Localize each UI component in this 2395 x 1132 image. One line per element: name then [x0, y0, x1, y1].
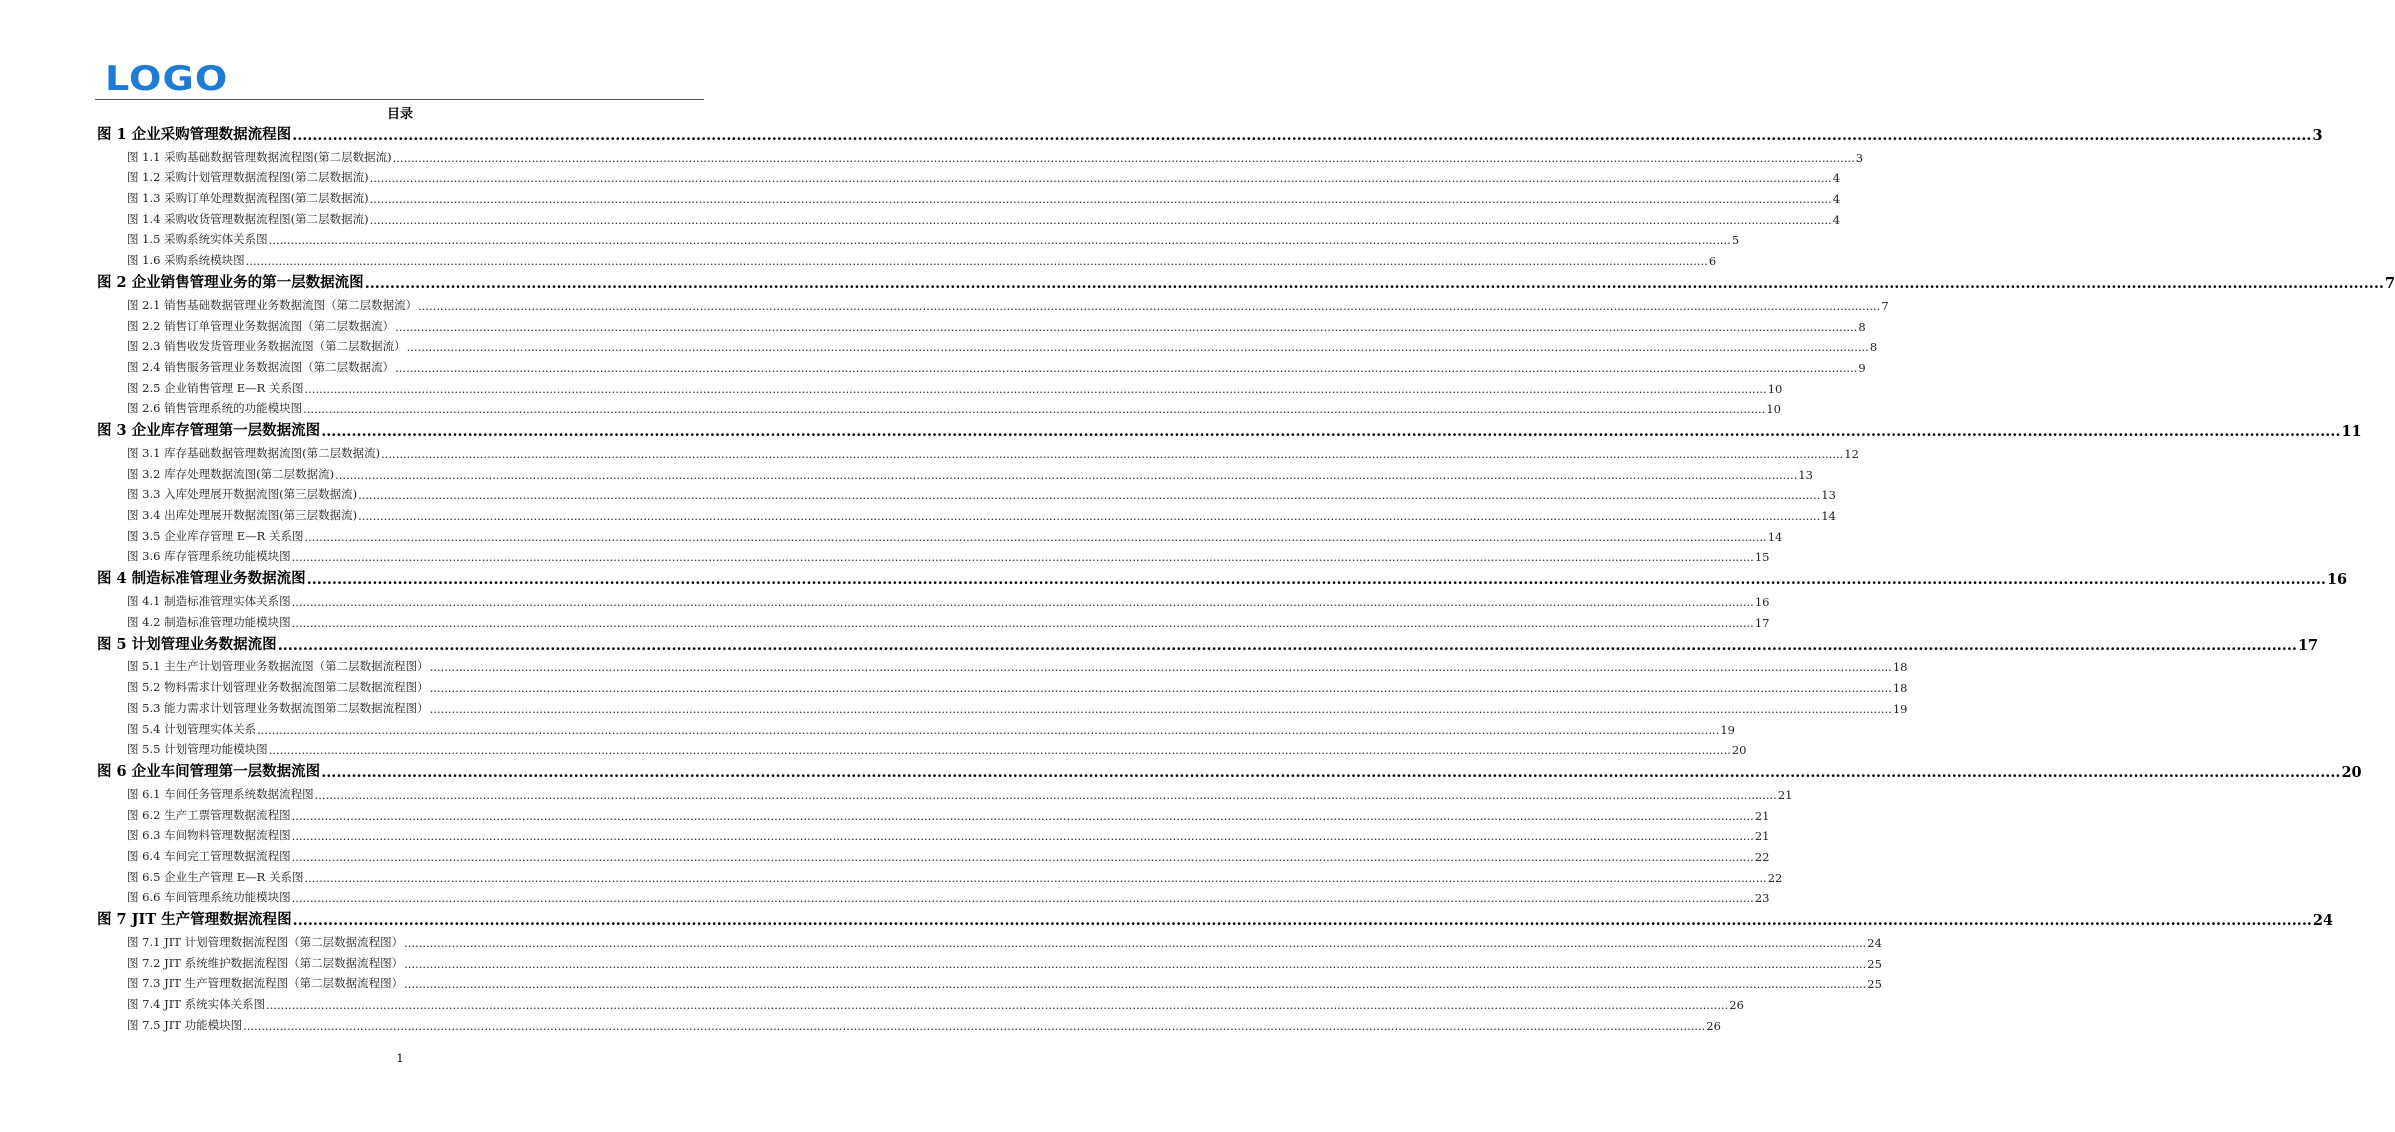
toc-leader-dots: ................................................................................................................................................................................................................................................................................................................................................................................................................ — [291, 891, 1754, 906]
toc-entry-title: 图 3.6 库存管理系统功能模块图 — [127, 549, 291, 564]
toc-leader-dots: ................................................................................................................................................................................................................................................................................................................................................................................................................ — [321, 764, 2341, 782]
toc-page-number: 4 — [1832, 212, 1841, 227]
toc-entry-title: 图 2.4 销售服务管理业务数据流图（第二层数据流） — [127, 359, 395, 374]
toc-entry-title: 图 1.5 采购系统实体关系图 — [127, 232, 268, 247]
toc-section-entry[interactable] — [97, 544, 1770, 565]
toc-page-number: 15 — [1754, 550, 1770, 565]
toc-page-number: 10 — [1767, 381, 1783, 396]
toc-chapter-entry[interactable] — [97, 630, 2319, 654]
toc-leader-dots: ................................................................................................................................................................................................................................................................................................................................................................................................................ — [304, 381, 1767, 396]
toc-leader-dots: ................................................................................................................................................................................................................................................................................................................................................................................................................ — [291, 849, 1754, 864]
toc-section-entry[interactable] — [97, 313, 1866, 334]
toc-section-entry[interactable] — [97, 929, 1882, 950]
toc-entry-title: 图 3 企业库存管理第一层数据流图 — [97, 422, 321, 440]
toc-section-entry[interactable] — [97, 523, 1783, 544]
toc-entry-title: 图 5.1 主生产计划管理业务数据流图（第二层数据流程图） — [127, 659, 429, 674]
toc-entry-title: 图 5.2 物料需求计划管理业务数据流图第二层数据流程图） — [127, 680, 429, 695]
toc-entry-title: 图 2.1 销售基础数据管理业务数据流图（第二层数据流） — [127, 297, 418, 312]
toc-page-number: 18 — [1892, 681, 1908, 696]
toc-section-entry[interactable] — [97, 440, 1859, 461]
toc-page-number: 7 — [1881, 298, 1889, 313]
toc-section-entry[interactable] — [97, 1012, 1721, 1033]
toc-leader-dots: ................................................................................................................................................................................................................................................................................................................................................................................................................ — [277, 636, 2297, 654]
toc-leader-dots: ................................................................................................................................................................................................................................................................................................................................................................................................................ — [404, 977, 1867, 992]
toc-page-number: 20 — [2341, 764, 2362, 782]
toc-section-entry[interactable] — [97, 396, 1781, 417]
toc-page-number: 12 — [1844, 446, 1859, 461]
toc-page-number: 20 — [1731, 743, 1747, 758]
toc-page-number: 3 — [2312, 127, 2323, 144]
toc-section-entry[interactable] — [97, 674, 1908, 696]
toc-page-number: 8 — [1869, 340, 1878, 355]
toc-entry-title: 图 7.5 JIT 功能模块图 — [127, 1017, 243, 1032]
toc-section-entry[interactable] — [97, 843, 1770, 864]
toc-page-number: 17 — [1754, 615, 1770, 630]
toc-chapter-entry[interactable] — [97, 757, 2362, 782]
toc-entry-title: 图 2 企业销售管理业务的第一层数据流图 — [97, 274, 364, 292]
toc-title: 目录 — [386, 107, 413, 122]
toc-entry-title: 图 1.2 采购计划管理数据流程图(第二层数据流) — [127, 170, 369, 185]
toc-leader-dots: ................................................................................................................................................................................................................................................................................................................................................................................................................ — [321, 423, 2341, 441]
toc-section-entry[interactable] — [97, 334, 1878, 355]
toc-page-number: 18 — [1892, 660, 1908, 675]
toc-page-number: 16 — [2326, 571, 2348, 589]
toc-leader-dots: ................................................................................................................................................................................................................................................................................................................................................................................................................ — [358, 488, 1821, 503]
toc-section-entry[interactable] — [97, 654, 1908, 675]
toc-entry-title: 图 7.1 JIT 计划管理数据流程图（第二层数据流程图） — [127, 935, 404, 949]
toc-chapter-entry[interactable] — [97, 120, 2323, 144]
toc-section-entry[interactable] — [97, 971, 1882, 992]
toc-section-entry[interactable] — [97, 823, 1770, 844]
toc-page-number: 16 — [1754, 595, 1770, 610]
toc-chapter-entry[interactable] — [97, 416, 2362, 441]
toc-entry-title: 图 6 企业车间管理第一层数据流图 — [97, 763, 321, 781]
toc-entry-title: 图 7 JIT 生产管理数据流程图 — [97, 911, 292, 929]
toc-leader-dots: ................................................................................................................................................................................................................................................................................................................................................................................................................ — [369, 192, 1832, 207]
toc-section-entry[interactable] — [97, 247, 1717, 269]
logo: LOGO — [105, 59, 229, 99]
toc-page-number: 10 — [1766, 402, 1781, 417]
toc-leader-dots: ................................................................................................................................................................................................................................................................................................................................................................................................................ — [369, 171, 1832, 186]
toc-leader-dots: ................................................................................................................................................................................................................................................................................................................................................................................................................ — [292, 912, 2312, 930]
toc-leader-dots: ................................................................................................................................................................................................................................................................................................................................................................................................................ — [395, 319, 1858, 334]
toc-entry-title: 图 1 企业采购管理数据流程图 — [97, 126, 292, 143]
toc-section-entry[interactable] — [97, 991, 1744, 1013]
toc-entry-title: 图 2.3 销售收发货管理业务数据流图（第二层数据流） — [127, 339, 406, 354]
toc-section-entry[interactable] — [97, 885, 1770, 906]
toc-page-number: 22 — [1767, 870, 1783, 885]
toc-page-number: 13 — [1798, 467, 1813, 482]
toc-section-entry[interactable] — [97, 292, 1889, 313]
table-of-contents — [97, 120, 2395, 1033]
toc-section-entry[interactable] — [97, 354, 1866, 375]
toc-page-number: 11 — [2341, 423, 2362, 441]
toc-section-entry[interactable] — [97, 461, 1813, 482]
toc-section-entry[interactable] — [97, 737, 1747, 758]
toc-entry-title: 图 3.4 出库处理展开数据流图(第三层数据流) — [127, 508, 358, 522]
toc-leader-dots: ................................................................................................................................................................................................................................................................................................................................................................................................................ — [291, 550, 1754, 565]
toc-entry-title: 图 4.1 制造标准管理实体关系图 — [127, 594, 291, 609]
toc-entry-title: 图 2.5 企业销售管理 E—R 关系图 — [127, 380, 304, 395]
toc-leader-dots: ................................................................................................................................................................................................................................................................................................................................................................................................................ — [429, 660, 1892, 675]
toc-section-entry[interactable] — [97, 864, 1783, 885]
toc-entry-title: 图 6.1 车间任务管理系统数据流程图 — [127, 786, 314, 801]
toc-leader-dots: ................................................................................................................................................................................................................................................................................................................................................................................................................ — [304, 529, 1767, 544]
toc-page-number: 13 — [1821, 488, 1836, 503]
toc-section-entry[interactable] — [97, 206, 1841, 227]
toc-section-entry[interactable] — [97, 144, 1864, 165]
toc-section-entry[interactable] — [97, 502, 1836, 523]
toc-page-number: 21 — [1754, 808, 1770, 823]
toc-entry-title: 图 2.2 销售订单管理业务数据流图（第二层数据流） — [127, 318, 395, 333]
toc-page-number: 26 — [1706, 1018, 1721, 1033]
toc-leader-dots: ................................................................................................................................................................................................................................................................................................................................................................................................................ — [364, 275, 2384, 293]
header-divider — [95, 99, 704, 100]
toc-section-entry[interactable] — [97, 781, 1793, 802]
toc-section-entry[interactable] — [97, 950, 1882, 971]
page-number: 1 — [396, 1052, 404, 1065]
toc-leader-dots: ................................................................................................................................................................................................................................................................................................................................................................................................................ — [245, 254, 1708, 269]
toc-leader-dots: ................................................................................................................................................................................................................................................................................................................................................................................................................ — [291, 595, 1754, 610]
toc-entry-title: 图 5 计划管理业务数据流图 — [97, 635, 277, 653]
toc-entry-title: 图 7.2 JIT 系统维护数据流程图（第二层数据流程图） — [127, 955, 404, 970]
toc-section-entry[interactable] — [97, 227, 1740, 248]
toc-page-number: 7 — [2384, 275, 2395, 293]
toc-entry-title: 图 7.3 JIT 生产管理数据流程图（第二层数据流程图） — [127, 976, 404, 991]
toc-section-entry[interactable] — [97, 165, 1841, 186]
toc-leader-dots: ................................................................................................................................................................................................................................................................................................................................................................................................................ — [291, 615, 1754, 630]
toc-entry-title: 图 5.5 计划管理功能模块图 — [127, 742, 268, 757]
toc-entry-title: 图 1.1 采购基础数据管理数据流程图(第二层数据流) — [127, 149, 392, 164]
toc-page-number: 19 — [1720, 722, 1735, 737]
toc-page-number: 25 — [1867, 977, 1882, 992]
toc-section-entry[interactable] — [97, 695, 1908, 716]
toc-page-number: 14 — [1821, 509, 1836, 523]
toc-entry-title: 图 6.6 车间管理系统功能模块图 — [127, 890, 291, 905]
toc-leader-dots: ................................................................................................................................................................................................................................................................................................................................................................................................................ — [381, 446, 1844, 461]
toc-leader-dots: ................................................................................................................................................................................................................................................................................................................................................................................................................ — [314, 787, 1777, 802]
toc-entry-title: 图 1.6 采购系统模块图 — [127, 253, 245, 268]
toc-page-number: 23 — [1754, 891, 1770, 906]
toc-leader-dots: ................................................................................................................................................................................................................................................................................................................................................................................................................ — [392, 150, 1855, 165]
toc-page-number: 24 — [1867, 936, 1882, 950]
toc-leader-dots: ................................................................................................................................................................................................................................................................................................................................................................................................................ — [243, 1018, 1706, 1033]
toc-page-number: 26 — [1729, 998, 1744, 1013]
toc-entry-title: 图 4.2 制造标准管理功能模块图 — [127, 614, 291, 629]
toc-entry-title: 图 3.2 库存处理数据流图(第二层数据流) — [127, 466, 335, 481]
toc-chapter-entry[interactable] — [97, 905, 2334, 930]
toc-page-number: 4 — [1832, 192, 1841, 207]
toc-leader-dots: ................................................................................................................................................................................................................................................................................................................................................................................................................ — [257, 722, 1720, 737]
toc-entry-title: 图 6.4 车间完工管理数据流程图 — [127, 848, 291, 863]
toc-section-entry[interactable] — [97, 716, 1735, 737]
toc-leader-dots: ................................................................................................................................................................................................................................................................................................................................................................................................................ — [429, 701, 1892, 716]
toc-entry-title: 图 5.4 计划管理实体关系 — [127, 721, 257, 736]
toc-entry-title: 图 4 制造标准管理业务数据流图 — [97, 570, 306, 588]
toc-leader-dots: ................................................................................................................................................................................................................................................................................................................................................................................................................ — [303, 402, 1766, 417]
toc-entry-title: 图 7.4 JIT 系统实体关系图 — [127, 997, 266, 1012]
toc-page-number: 22 — [1754, 849, 1770, 864]
toc-section-entry[interactable] — [97, 802, 1770, 823]
toc-page-number: 8 — [1858, 319, 1866, 334]
toc-leader-dots: ................................................................................................................................................................................................................................................................................................................................................................................................................ — [404, 936, 1867, 950]
toc-leader-dots: ................................................................................................................................................................................................................................................................................................................................................................................................................ — [418, 298, 1881, 313]
toc-leader-dots: ................................................................................................................................................................................................................................................................................................................................................................................................................ — [404, 956, 1867, 971]
toc-leader-dots: ................................................................................................................................................................................................................................................................................................................................................................................................................ — [266, 998, 1729, 1013]
toc-leader-dots: ................................................................................................................................................................................................................................................................................................................................................................................................................ — [291, 808, 1754, 823]
toc-leader-dots: ................................................................................................................................................................................................................................................................................................................................................................................................................ — [358, 509, 1821, 523]
toc-entry-title: 图 3.1 库存基础数据管理数据流图(第二层数据流) — [127, 445, 381, 460]
toc-section-entry[interactable] — [97, 588, 1770, 610]
toc-leader-dots: ................................................................................................................................................................................................................................................................................................................................................................................................................ — [268, 233, 1731, 248]
toc-leader-dots: ................................................................................................................................................................................................................................................................................................................................................................................................................ — [292, 127, 2312, 144]
toc-leader-dots: ................................................................................................................................................................................................................................................................................................................................................................................................................ — [268, 743, 1731, 758]
toc-page-number: 4 — [1832, 171, 1841, 186]
toc-entry-title: 图 1.3 采购订单处理数据流程图(第二层数据流) — [127, 191, 369, 206]
toc-section-entry[interactable] — [97, 375, 1783, 396]
toc-entry-title: 图 5.3 能力需求计划管理业务数据流图第二层数据流程图） — [127, 700, 429, 715]
toc-page-number: 5 — [1731, 233, 1740, 248]
toc-page-number: 25 — [1867, 956, 1882, 971]
toc-page-number: 9 — [1858, 360, 1866, 375]
toc-leader-dots: ................................................................................................................................................................................................................................................................................................................................................................................................................ — [304, 870, 1767, 885]
toc-page-number: 24 — [2312, 912, 2334, 930]
toc-page-number: 21 — [1754, 829, 1770, 844]
toc-leader-dots: ................................................................................................................................................................................................................................................................................................................................................................................................................ — [406, 340, 1869, 355]
toc-entry-title: 图 6.5 企业生产管理 E—R 关系图 — [127, 869, 304, 884]
toc-entry-title: 图 6.3 车间物料管理数据流程图 — [127, 828, 291, 843]
toc-leader-dots: ................................................................................................................................................................................................................................................................................................................................................................................................................ — [306, 571, 2326, 589]
toc-leader-dots: ................................................................................................................................................................................................................................................................................................................................................................................................................ — [395, 360, 1858, 375]
toc-chapter-entry[interactable] — [97, 564, 2348, 589]
toc-section-entry[interactable] — [97, 482, 1836, 503]
toc-leader-dots: ................................................................................................................................................................................................................................................................................................................................................................................................................ — [429, 681, 1892, 696]
toc-page-number: 14 — [1767, 529, 1783, 544]
toc-section-entry[interactable] — [97, 609, 1770, 630]
toc-section-entry[interactable] — [97, 185, 1841, 207]
toc-leader-dots: ................................................................................................................................................................................................................................................................................................................................................................................................................ — [291, 829, 1754, 844]
toc-entry-title: 图 3.5 企业库存管理 E—R 关系图 — [127, 528, 304, 543]
toc-page-number: 19 — [1892, 701, 1908, 716]
toc-page-number: 6 — [1708, 254, 1717, 269]
toc-page-number: 17 — [2297, 636, 2319, 654]
toc-page-number: 21 — [1777, 787, 1793, 802]
toc-entry-title: 图 6.2 生产工票管理数据流程图 — [127, 807, 291, 822]
toc-entry-title: 图 1.4 采购收货管理数据流程图(第二层数据流) — [127, 211, 369, 226]
toc-page-number: 3 — [1855, 150, 1864, 165]
toc-leader-dots: ................................................................................................................................................................................................................................................................................................................................................................................................................ — [369, 212, 1832, 227]
toc-chapter-entry[interactable] — [97, 268, 2395, 293]
toc-entry-title: 图 2.6 销售管理系统的功能模块图 — [127, 401, 303, 416]
toc-entry-title: 图 3.3 入库处理展开数据流图(第三层数据流) — [127, 487, 358, 502]
toc-leader-dots: ................................................................................................................................................................................................................................................................................................................................................................................................................ — [335, 467, 1798, 482]
